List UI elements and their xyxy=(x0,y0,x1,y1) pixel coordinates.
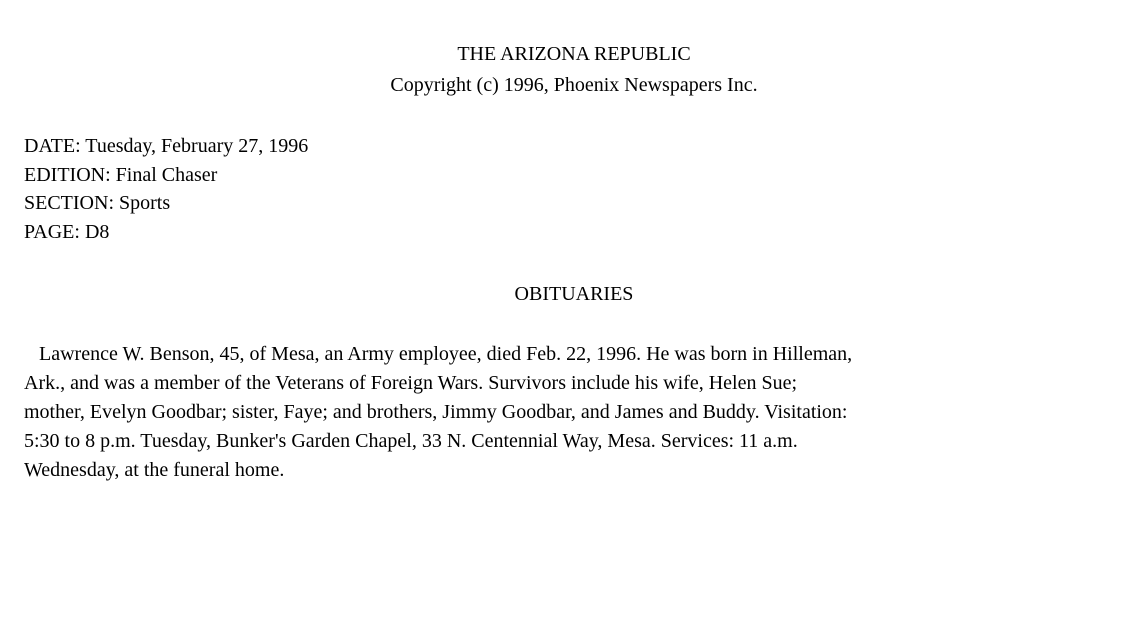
copyright-notice: Copyright (c) 1996, Phoenix Newspapers Inc. xyxy=(390,74,758,96)
masthead-title: THE ARIZONA REPUBLIC xyxy=(457,43,691,65)
page-line: PAGE: D8 xyxy=(24,221,110,243)
body-line: Ark., and was a member of the Veterans of Foreign Wars. Survivors include his wife, Helen Sue; xyxy=(24,372,798,394)
section-line: SECTION: Sports xyxy=(24,192,171,214)
body-line: Wednesday, at the funeral home. xyxy=(24,459,285,481)
section-heading: OBITUARIES xyxy=(514,283,634,305)
body-line: Lawrence W. Benson, 45, of Mesa, an Army employee, died Feb. 22, 1996. He was born in Hilleman, xyxy=(24,343,853,365)
obituary-body xyxy=(24,340,1142,485)
date-line: DATE: Tuesday, February 27, 1996 xyxy=(24,135,309,157)
body-line: mother, Evelyn Goodbar; sister, Faye; and brothers, Jimmy Goodbar, and James and Buddy. Visitation: xyxy=(24,401,848,423)
edition-line: EDITION: Final Chaser xyxy=(24,164,218,186)
body-line: 5:30 to 8 p.m. Tuesday, Bunker's Garden Chapel, 33 N. Centennial Way, Mesa. Services: 11 a.m. xyxy=(24,430,798,452)
